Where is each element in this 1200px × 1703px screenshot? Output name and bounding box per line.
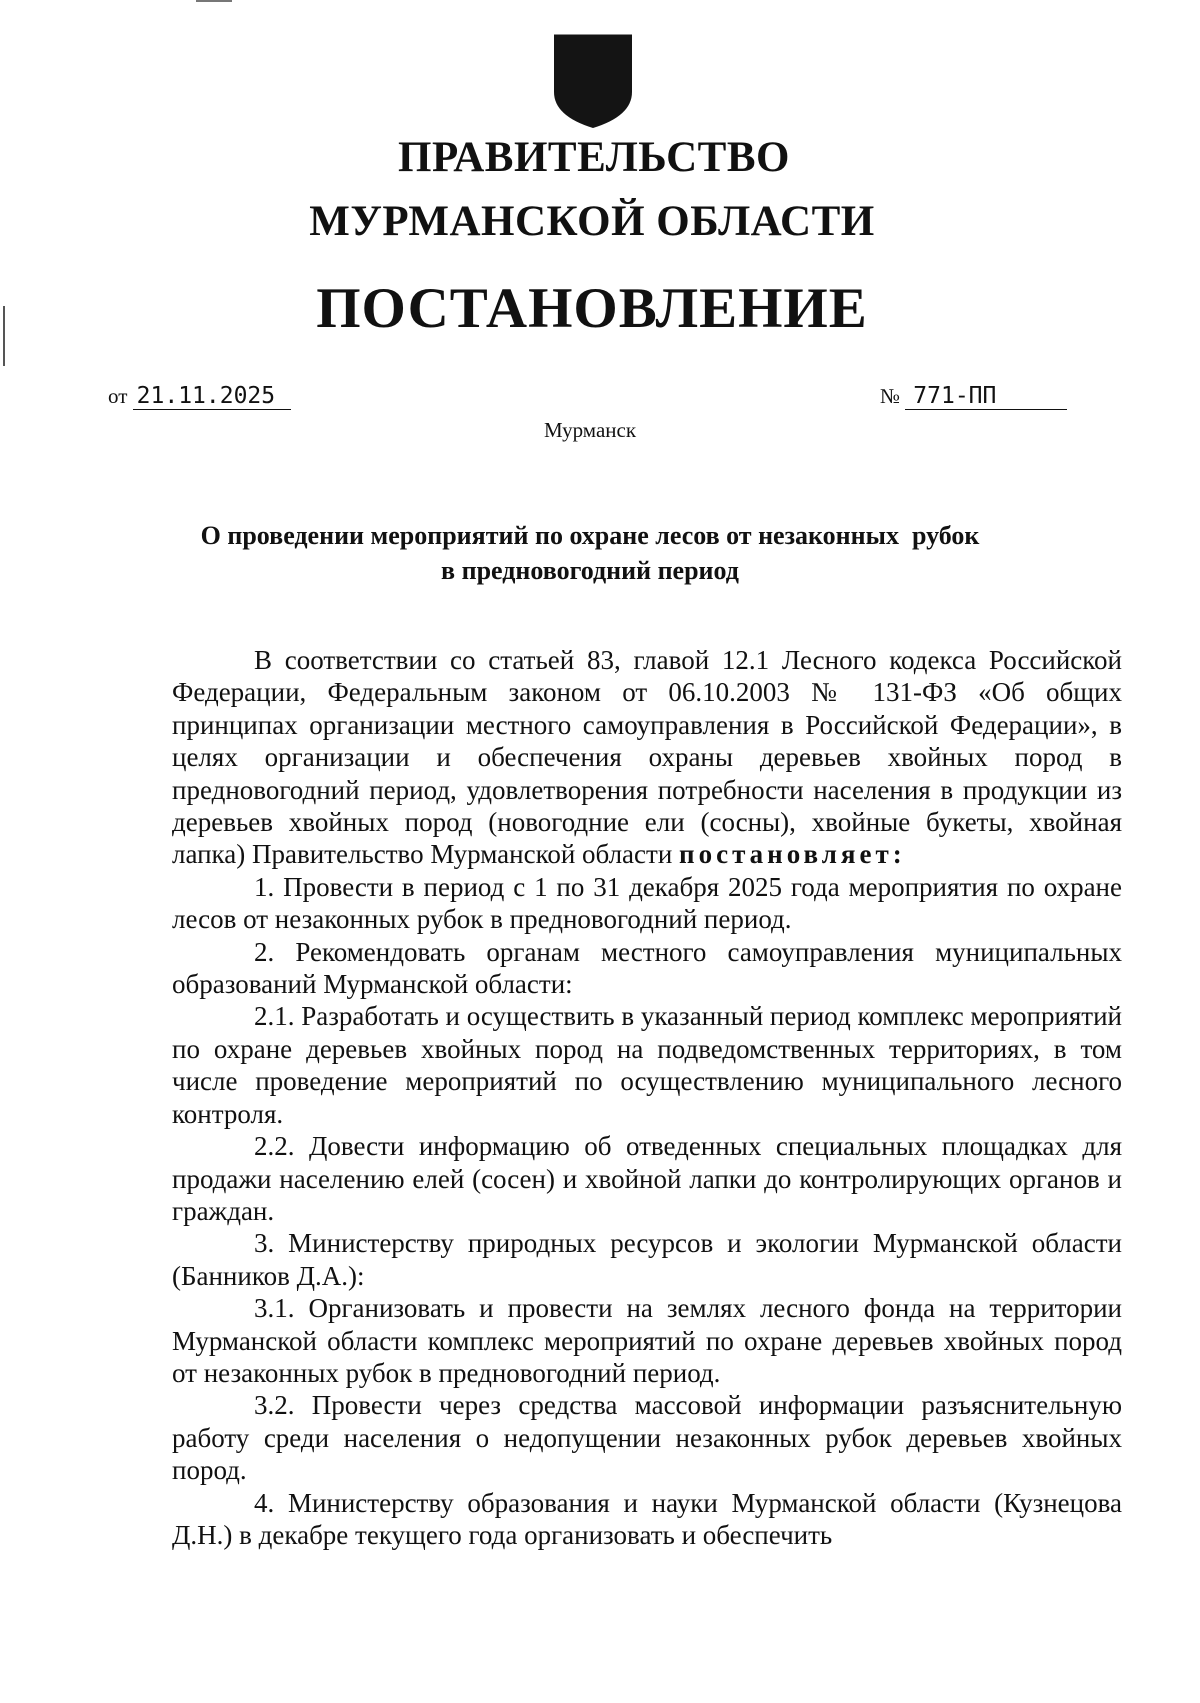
document-body xyxy=(172,644,1122,1551)
clause-paragraph: 1. Провести в период с 1 по 31 декабря 2025 года мероприятия по охране лесов от незаконных рубок в предновогодний период. xyxy=(172,871,1122,935)
clause-paragraph: 3. Министерству природных ресурсов и экологии Мурманской области (Банников Д.А.): xyxy=(172,1228,1122,1291)
coat-of-arms-icon xyxy=(552,34,634,130)
clause-paragraph: 2. Рекомендовать органам местного самоуправления муниципальных образований Мурманской области: xyxy=(172,936,1122,1000)
clause-paragraph: 3.2. Провести через средства массовой информации разъяснительную работу среди населения о недопущении незаконных рубок деревьев хвойных пород. xyxy=(172,1390,1122,1486)
clause-paragraph: 2.2. Довести информацию об отведенных специальных площадках для продажи населению елей (сосен) и хвойной лапки до контролирующих органов и граждан. xyxy=(172,1131,1122,1226)
preamble-paragraph xyxy=(172,644,1122,871)
document-subject xyxy=(200,518,980,588)
document-date: 21.11.2025 xyxy=(133,385,291,410)
subject-line1: О проведении мероприятий по охране лесов от незаконных рубок xyxy=(200,521,980,550)
clause-paragraph: 3.1. Организовать и провести на землях лесного фонда на территории Мурманской области комплекс мероприятий по охране деревьев хвойных пород от незаконных рубок в предновогодний период. xyxy=(172,1293,1122,1388)
document-number: 771-ПП xyxy=(905,385,1067,410)
subject-line2: в предновогодний период xyxy=(441,556,739,585)
date-row xyxy=(108,385,291,410)
date-prefix: от xyxy=(108,384,128,408)
document-type: ПОСТАНОВЛЕНИЕ xyxy=(316,277,868,340)
decree-word: постановляет: xyxy=(679,839,906,870)
government-title-line2: МУРМАНСКОЙ ОБЛАСТИ xyxy=(309,198,875,245)
city-name: Мурманск xyxy=(543,418,637,442)
number-prefix: № xyxy=(880,384,901,408)
preamble-text: В соответствии со статьей 83, главой 12.1 Лесного кодекса Российской Федерации, Федеральным законом от 06.10.2003 № 131-ФЗ «Об общих принципах организации местного самоуправления в Российской Федерации», в целях организации и обеспечения охраны деревьев хвойных пород в предновогодний период, удовлетворения потребности населения в продукции из деревьев хвойных пород (новогодние ели (сосны), хвойные букеты, хвойная лапка) Правительство Мурманской области xyxy=(172,645,1122,870)
clause-paragraph: 2.1. Разработать и осуществить в указанный период комплекс мероприятий по охране деревьев хвойных пород на подведомственных территориях, в том числе проведение мероприятий по осуществлению муниципального лесного контроля. xyxy=(172,1001,1123,1129)
government-title-line1: ПРАВИТЕЛЬСТВО xyxy=(398,134,790,181)
clause-paragraph: 4. Министерству образования и науки Мурманской области (Кузнецова Д.Н.) в декабре текущего года организовать и обеспечить xyxy=(172,1487,1122,1550)
scan-mark xyxy=(196,0,232,2)
number-row xyxy=(880,385,1067,410)
